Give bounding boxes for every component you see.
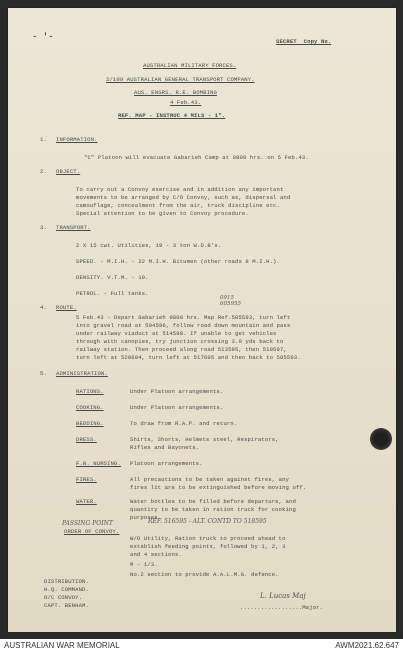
route-text: under railway viaduct at 514598. If unable to get vehicles	[76, 330, 277, 337]
distribution-heading: DISTRIBUTION.	[44, 578, 89, 585]
handwritten-passing-point: PASSING POINT	[62, 520, 113, 527]
route-text: through with canopies, try junction crossing 3.0 yds back to	[76, 338, 284, 345]
distribution-item: CAPT. BENHAM.	[44, 602, 89, 609]
admin-text: Water bottles to be filled before departure, and	[130, 498, 296, 505]
admin-text: Shirts, Shorts, Helmets steel, Respirators,	[130, 436, 279, 443]
punch-hole	[370, 428, 392, 450]
heading-line-1: AUSTRALIAN MILITARY FORCES.	[143, 62, 237, 69]
section-title-route: ROUTE.	[56, 304, 77, 311]
section-title-transport: TRANSPORT.	[56, 224, 91, 231]
admin-text: fires lit are to be extinguished before moving off.	[130, 484, 307, 491]
section-title-administration: ADMINISTRATION.	[56, 370, 108, 377]
admin-label-order-of-convoy: ORDER OF CONVOY.	[64, 528, 120, 535]
admin-text: establish feeding points, followed by 1, 2, 3	[130, 543, 286, 550]
route-text: railway station. Then proceed along road 513595, then 510597,	[76, 346, 287, 353]
section-number: 2.	[40, 168, 47, 175]
admin-label-dress: DRESS.	[76, 436, 97, 443]
corner-mark: - '-	[32, 32, 54, 42]
signature-line: ..................Major.	[240, 604, 323, 611]
route-text: 5 Feb.43 - Depart Gabarieh 0800 hrs. Map Ref.505593, turn left	[76, 314, 291, 321]
admin-text: Rifles and Bayonets.	[130, 444, 200, 451]
heading-line-3: AUS. ENGRS. R.E. BOMBING	[134, 89, 217, 96]
section-text: "C" Platoon will evacuate Gabarieh Camp at 0800 hrs. on 5 Feb.43.	[84, 154, 309, 161]
section-text: To carry out a Convoy exercise and in addition any important	[76, 186, 284, 193]
admin-label-fires: FIRES.	[76, 476, 97, 483]
section-text: Special attention to be given to Convoy procedure.	[76, 210, 249, 217]
admin-text: No.2 section to provide A.A.L.M.G. defence.	[130, 571, 279, 578]
admin-text: purposes.	[130, 514, 162, 521]
handwritten-route-note: 0915 605955	[220, 295, 241, 307]
admin-label-cooking: COOKING.	[76, 404, 104, 411]
route-text: turn left at 528604, turn left at 517605 and then back to 505593.	[76, 354, 301, 361]
distribution-item: O/C CONVOY.	[44, 594, 83, 601]
section-text: 2 X 15 cwt. Utilities, 19 - 3 ton W.D.B's.	[76, 242, 222, 249]
section-text: PETROL. - Full tanks.	[76, 290, 149, 297]
distribution-item: H.Q. COMMAND.	[44, 586, 89, 593]
section-text: DENSITY. V.T.M. - 10.	[76, 274, 149, 281]
admin-text: Under Platoon arrangements.	[130, 388, 224, 395]
heading-line-2: 2/109 AUSTRALIAN GENERAL TRANSPORT COMPANY.	[106, 76, 255, 83]
heading-date: 4 Feb.43.	[170, 99, 202, 106]
section-text: movements to be arranged by C/O Convoy, such as, dispersal and	[76, 194, 291, 201]
footer-source: AUSTRALIAN WAR MEMORIAL	[4, 641, 120, 650]
signature: L. Lucas Maj	[260, 592, 306, 600]
admin-text: and 4 sections.	[130, 551, 182, 558]
admin-text: Platoon arrangements.	[130, 460, 203, 467]
heading-ref-map: REF. MAP - INSTRUC 4 MILS - 1".	[118, 112, 226, 119]
section-title-object: OBJECT.	[56, 168, 81, 175]
admin-text: All precautions to be taken against fires, any	[130, 476, 290, 483]
section-number: 5.	[40, 370, 47, 377]
secret-copy-label: SECRET Copy No.	[276, 38, 332, 45]
admin-label-rations: RATIONS.	[76, 388, 104, 395]
document-page	[8, 8, 396, 632]
admin-text: quantity to be taken in ration truck for cooking	[130, 506, 296, 513]
route-text: into gravel road at 504596, follow road down mountain and pass	[76, 322, 291, 329]
section-number: 4.	[40, 304, 47, 311]
section-number: 1.	[40, 136, 47, 143]
section-number: 3.	[40, 224, 47, 231]
footer-bar	[0, 639, 403, 653]
admin-text: Under Platoon arrangements.	[130, 404, 224, 411]
section-text: SPEED. - M.I.H. - 22 M.I.H. Bitumen (other roads 8 M.I.H.).	[76, 258, 280, 265]
admin-text: To draw from R.A.P. and return.	[130, 420, 238, 427]
footer-accession-number: AWM2021.62.647	[335, 641, 399, 650]
admin-label-bedding: BEDDING.	[76, 420, 104, 427]
admin-label-water: WATER.	[76, 498, 97, 505]
admin-text: W/O Utility, Ration truck to proceed ahead to	[130, 535, 286, 542]
section-text: camouflage, concealment from the air, truck discipline etc.	[76, 202, 280, 209]
admin-label-nursing: F.B. NURSING.	[76, 460, 121, 467]
admin-text: M - 1/3.	[130, 561, 158, 568]
section-title-information: INFORMATION.	[56, 136, 98, 143]
handwritten-ref-note: REF. 516595 - ALT. CONTD TO 518595	[148, 518, 267, 525]
